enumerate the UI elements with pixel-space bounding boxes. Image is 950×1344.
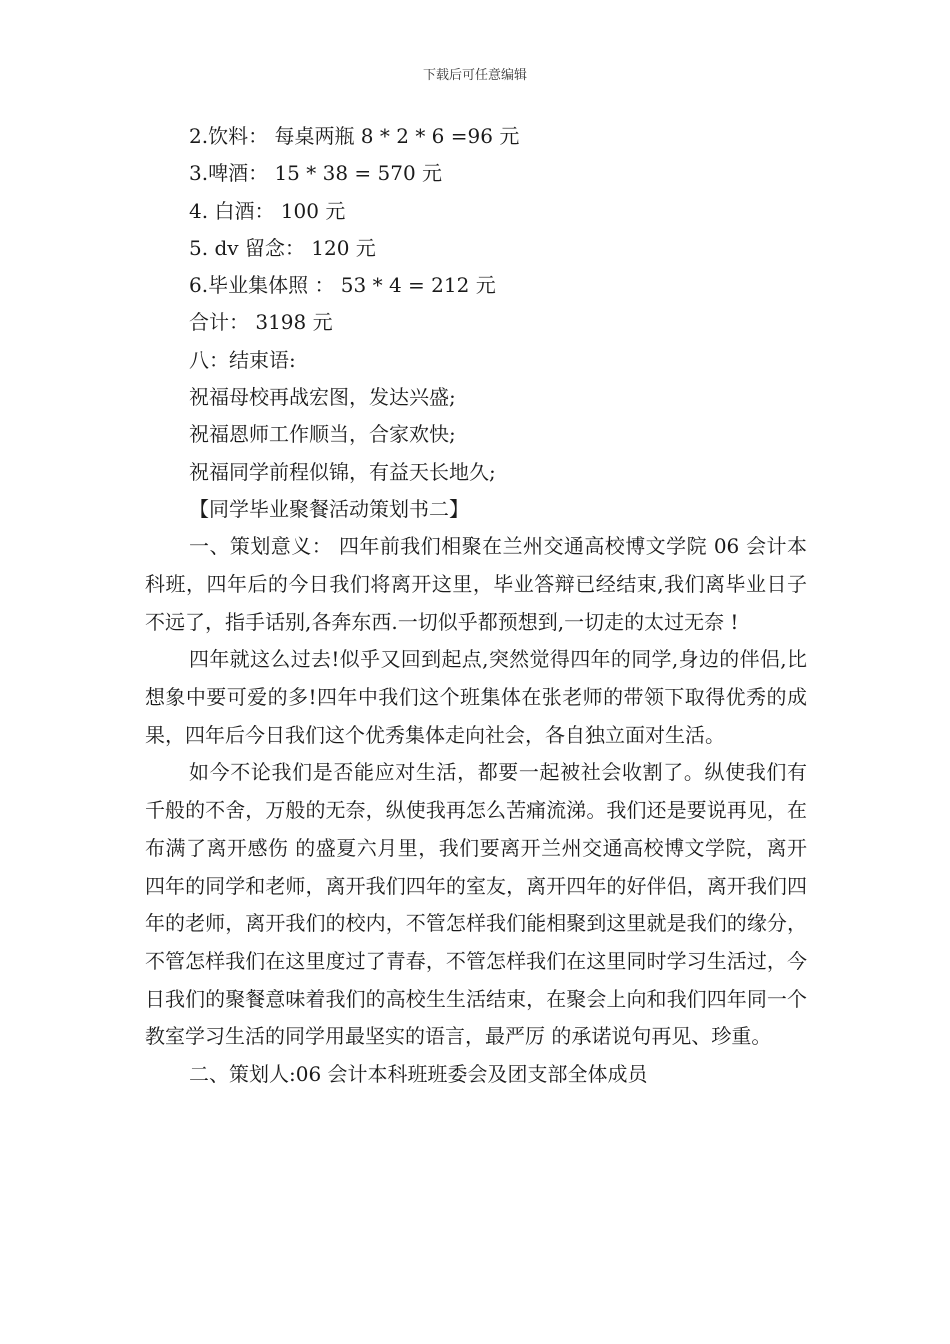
paragraph-significance: 一、策划意义： 四年前我们相聚在兰州交通高校博文学院 06 会计本科班，四年后的今日我们将离开这里，毕业答辩已经结束,我们离毕业日子不远了，指手话别,各奔东西.一切似乎都预想到,一切走的太过无奈 ! — [145, 534, 807, 634]
wish-school: 祝福母校再战宏图，发达兴盛; — [189, 385, 456, 410]
budget-item-beer: 3.啤酒： 15 * 38 = 570 元 — [189, 161, 443, 186]
budget-item-dv: 5. dv 留念： 120 元 — [189, 235, 376, 260]
paragraph-farewell: 如今不论我们是否能应对生活，都要一起被社会收割了。纵使我们有千般的不舍，万般的无奈，纵使我再怎么苦痛流涕。我们还是要说再见，在布满了离开感伤 的盛夏六月里，我们要离开兰州交通高校博文学院，离开四年的同学和老师，离开我们四年的室友，离开四年的好伴侣，离开我们四年的老师，离开我们的校内，不管怎样我们能相聚到这里就是我们的缘分，不管怎样我们在这里度过了青春，不管怎样我们在这里同时学习生活过，今日我们的聚餐意味着我们的高校生生活结束，在聚会上向和我们四年同一个教室学习生活的同学用最坚实的语言，最严厉 的承诺说句再见、珍重。 — [145, 760, 807, 1049]
page-header: 下载后可任意编辑 — [422, 68, 527, 83]
budget-item-drinks: 2.饮料： 每桌两瓶 8 * 2 * 6 =96 元 — [189, 124, 520, 148]
paragraph-four-years: 四年就这么过去!似乎又回到起点,突然觉得四年的同学,身边的伴侣,比想象中要可爱的多!四年中我们这个班集体在张老师的带领下取得优秀的成果，四年后今日我们这个优秀集体走向社会，各自独立面对生活。 — [145, 647, 807, 747]
budget-item-liquor: 4. 白酒： 100 元 — [189, 198, 346, 223]
budget-item-photo: 6.毕业集体照 ： 53 * 4 = 212 元 — [189, 273, 496, 298]
wish-teachers: 祝福恩师工作顺当，合家欢快; — [189, 422, 456, 447]
document-body — [145, 118, 807, 1094]
closing-heading: 八：结束语: — [189, 347, 296, 372]
paragraph-planners: 二、策划人:06 会计本科班班委会及团支部全体成员 — [189, 1062, 648, 1087]
wish-classmates: 祝福同学前程似锦，有益天长地久; — [189, 459, 496, 484]
section-title: 【同学毕业聚餐活动策划书二】 — [189, 496, 469, 521]
budget-total: 合计： 3198 元 — [189, 310, 333, 335]
